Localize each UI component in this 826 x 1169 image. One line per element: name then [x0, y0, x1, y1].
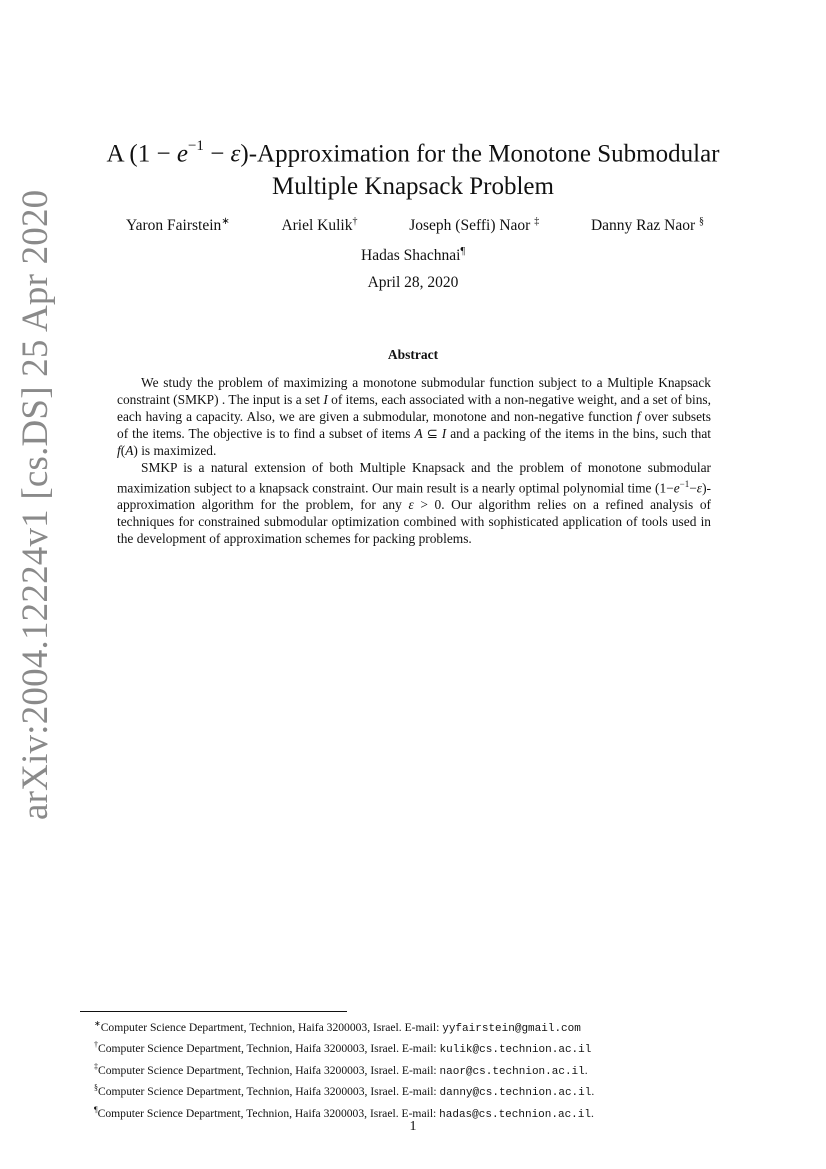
footnote: ‡Computer Science Department, Technion, Haifa 3200003, Israel. E-mail: naor@cs.technion.ac.il. [94, 1061, 588, 1078]
author: Danny Raz Naor § [590, 216, 704, 235]
author: Hadas Shachnai¶ [361, 246, 465, 265]
abstract-paragraph: We study the problem of maximizing a monotone submodular function subject to a Multiple Knapsack constraint (SMKP) . The input is a set I of items, each associated with a non-negative weight, and a set of bins, each having a capacity. Also, we are given a submodular, monotone and non-negative function f over subsets of the items. The objective is to find a subset of items A ⊆ I and a packing of the items in the bins, such that f(A) is maximized. [117, 375, 712, 458]
footnotes [80, 1016, 760, 1123]
footnote-divider [80, 1011, 347, 1012]
email-address: naor@cs.technion.ac.il [439, 1065, 585, 1078]
arxiv-identifier-stamp: arXiv:2004.12224v1 [cs.DS] 25 Apr 2020 [15, 189, 56, 820]
abstract-body [117, 374, 711, 547]
author: Joseph (Seffi) Naor ‡ [409, 216, 540, 235]
title-line-1: A ($1 - e^{-1}$ − ε)-Approximation for the Monotone Submodular [106, 138, 720, 168]
footnote: ¶Computer Science Department, Technion, Haifa 3200003, Israel. E-mail: hadas@cs.technion.ac.il. [94, 1104, 594, 1121]
author: Yaron Fairstein∗ [126, 216, 230, 235]
email-address: yyfairstein@gmail.com [442, 1022, 581, 1035]
author: Ariel Kulik† [281, 216, 358, 235]
email-address: hadas@cs.technion.ac.il [439, 1108, 591, 1121]
abstract-paragraph: SMKP is a natural extension of both Multiple Knapsack and the problem of monotone submodular maximization subject to a knapsack constraint. Our main result is a nearly optimal polynomial time $(1-e^{-1}-\varepsilon)$-approximation algorithm for the problem, for any ε > 0. Our algorithm relies on a refined analysis of techniques for constrained submodular optimization combined with sophisticated application of tools used in the development of approximation schemes for packing problems. [117, 460, 711, 547]
publication-date: April 28, 2020 [367, 274, 459, 291]
footnote: §Computer Science Department, Technion, Haifa 3200003, Israel. E-mail: danny@cs.technion.ac.il. [94, 1083, 595, 1100]
title-line-2: Multiple Knapsack Problem [272, 173, 554, 201]
footnote: †Computer Science Department, Technion, Haifa 3200003, Israel. E-mail: kulik@cs.technion.ac.il [94, 1040, 592, 1057]
email-address: danny@cs.technion.ac.il [439, 1087, 592, 1100]
author-list [80, 209, 746, 269]
paper-title [60, 132, 766, 203]
page-number: 1 [409, 1119, 417, 1134]
email-address: kulik@cs.technion.ac.il [439, 1044, 592, 1057]
footnote: ∗Computer Science Department, Technion, Haifa 3200003, Israel. E-mail: yyfairstein@gmail.com [94, 1019, 581, 1035]
abstract-heading: Abstract [387, 347, 439, 362]
